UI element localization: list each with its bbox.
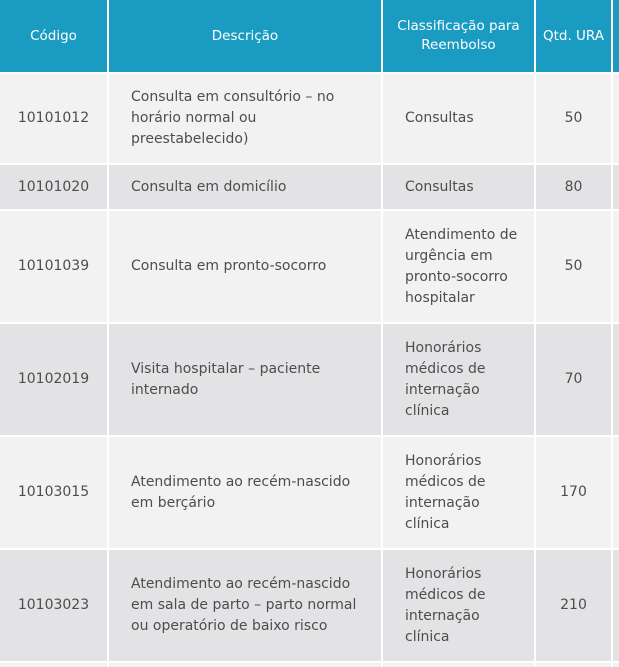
cell-extra [613,165,619,209]
cell-classification: Honorários médicos de internação clínica [383,324,534,435]
cell-classification: Honorários médicos de internação clínica [383,550,534,661]
cell-extra [613,550,619,661]
cell-description: Atendimento ao recém-nascido em berçário [109,437,381,548]
cell-qty: 50 [536,74,611,163]
cell-description: Atendimento ao recém-nascido em sala de parto – parto normal ou operatório de baixo risco [109,550,381,661]
cell-description: Consulta em domicílio [109,165,381,209]
header-classification: Classificação para Reembolso [383,0,534,72]
cell-description: Consulta em pronto-socorro [109,211,381,322]
cell-qty: 50 [536,211,611,322]
cell-description: Visita hospitalar – paciente internado [109,324,381,435]
cell-code: 10102019 [0,324,107,435]
cell-qty: 70 [536,324,611,435]
next-row-sliver [383,663,534,667]
cell-classification: Consultas [383,74,534,163]
cell-description: Consulta em consultório – no horário normal ou preestabelecido) [109,74,381,163]
cell-extra [613,437,619,548]
cell-code: 10101039 [0,211,107,322]
cell-extra [613,211,619,322]
next-row-sliver [536,663,611,667]
next-row-sliver [613,663,619,667]
cell-code: 10103023 [0,550,107,661]
cell-code: 10101020 [0,165,107,209]
header-description: Descrição [109,0,381,72]
cell-extra [613,324,619,435]
cell-qty: 170 [536,437,611,548]
header-extra [613,0,619,72]
header-qty: Qtd. URA [536,0,611,72]
next-row-sliver [0,663,107,667]
cell-classification: Atendimento de urgência em pronto-socorro hospitalar [383,211,534,322]
next-row-sliver [109,663,381,667]
cell-classification: Honorários médicos de internação clínica [383,437,534,548]
header-code: Código [0,0,107,72]
cell-extra [613,74,619,163]
cell-qty: 210 [536,550,611,661]
cell-qty: 80 [536,165,611,209]
cell-code: 10103015 [0,437,107,548]
cell-code: 10101012 [0,74,107,163]
cell-classification: Consultas [383,165,534,209]
